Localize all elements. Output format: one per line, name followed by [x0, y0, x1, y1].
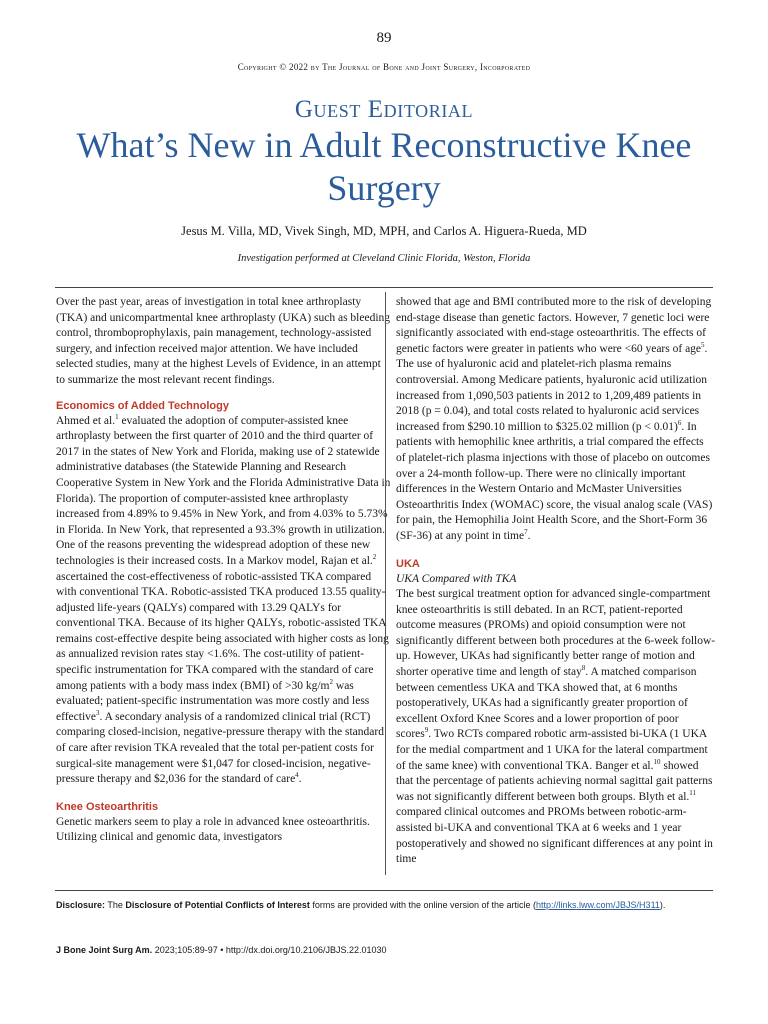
- disclosure-label: Disclosure:: [56, 900, 106, 910]
- uka-paragraph: The best surgical treatment option for advanced single-compartment knee osteoarthritis is still debated. In an RCT, patient-reported outcome measures (PROMs) and opioid consumption were not significantly different between both procedures at the 6-week follow-up. However, UKAs had significantly better range of motion and shorter operative time and length of stay$^8$. A matched comparison between cementless UKA and TKA showed that, at 6 months postoperatively, UKAs had a significantly greater proportion of excellent Oxford Knee Scores and a lower proportion of poor scores$^9$. Two RCTs compared robotic arm-assisted bi-UKA (1 UKA for the medial compartment and 1 UKA for the lateral compartment of the same knee) with conventional TKA. Banger et al.$^{10}$ showed that the percentage of patients achieving normal sagittal gait patterns was not significantly different between both groups. Blyth et al.$^{11}$ compared clinical outcomes and PROMs between robotic-arm-assisted bi-UKA and conventional TKA at 6 weeks and 1 year postoperatively and showed no significant differences at any point in time: [396, 588, 716, 866]
- reference-10[interactable]: 10: [653, 757, 661, 766]
- economics-paragraph: Ahmed et al.$^1$ evaluated the adoption of computer-assisted knee arthroplasty between the first quarter of 2010 and the third quarter of 2017 in the states of New York and Florida, making use of 2 statewide administrative databases (the Statewide Planning and Research Cooperative System in New York and the Florida Administrative Data in Florida). The proportion of computer-assisted knee arthroplasty increased from 4.89% to 9.45% in New York, and from 4.03% to 5.73% in Florida. In New York, that represented a 93.3% growth in utilization. One of the reasons preventing the widespread adoption of these new technologies is their increased costs. In a Markov model, Rajan et al.$^2$ ascertained the cost-effectiveness of robotic-assisted TKA compared with conventional TKA. Robotic-assisted TKA produced 13.55 quality-adjusted life-years (QALYs) compared with 13.29 QALYs for conventional TKA. Because of its higher QALYs, robotic-assisted TKA remains cost-effective despite being associated with higher costs as long as annualized revision rates stay <1.6%. The cost-utility of patient-specific instrumentation for TKA compared with the standard of care among patients with a body mass index (BMI) of >30 $kg/m^2$ was evaluated; patient-specific instrumentation was more costly and less effective$^3$. A secondary analysis of a randomized clinical trial (RCT) comparing closed-incision, negative-pressure therapy with the standard of care after revision TKA revealed that the total per-patient costs for surgical-site management were $1,047 for closed-incision, negative-pressure therapy and $2,036 for the standard of care$^4$.: [56, 412, 391, 786]
- reference-8[interactable]: 8: [581, 664, 586, 673]
- reference-9[interactable]: 9: [424, 726, 429, 735]
- author-list: Jesus M. Villa, MD, Vivek Singh, MD, MPH, and Carlos A. Higuera-Rueda, MD: [181, 224, 587, 238]
- heading-knee-osteoarthritis: Knee Osteoarthritis: [56, 800, 159, 813]
- reference-4[interactable]: 4: [295, 771, 299, 780]
- osteoarthritis-paragraph: Genetic markers seem to play a role in advanced knee osteoarthritis. Utilizing clinical and genomic data, investigators: [56, 815, 370, 844]
- osteoarthritis-continued-paragraph: showed that age and BMI contributed more to the risk of developing end-stage disease than genetic factors. However, 7 genetic loci were significantly associated with end-stage osteoarthritis. The effects of genetic factors were greater in patients who were <60 years of age$^5$. The use of hyaluronic acid and platelet-rich plasma remains controversial. Among Medicare patients, hyaluronic acid utilization increased from 1,090,503 patients in 2012 to 1,209,489 patients in 2018 (p = 0.04), and total costs related to hyaluronic acid services increased from $290.10 million to $325.02 million (p < 0.01)$^6$. In patients with hemophilic knee arthritis, a trial compared the effects of platelet-rich plasma injections with those of placebo on outcomes over a 24-month follow-up. There were no clinically important differences in the Western Ontario and McMaster Universities Osteoarthritis Index (WOMAC) score, the visual analog scale (VAS) for pain, the Hemophilia Joint Health Score, and the Short-Form 36 (SF-36) at any point in time$^7$.: [396, 296, 713, 542]
- citation-footer: [56, 945, 716, 955]
- disclosure-url-link[interactable]: http://links.lww.com/JBJS/H311: [536, 900, 660, 910]
- reference-6[interactable]: 6: [677, 418, 682, 427]
- journal-abbrev: J Bone Joint Surg Am.: [56, 945, 153, 955]
- left-column: [56, 295, 392, 846]
- intro-paragraph: Over the past year, areas of investigation in total knee arthroplasty (TKA) and unicompartmental knee arthroplasty (UKA) such as bleeding control, thromboprophylaxis, pain management, technology-assisted surgery, and infection received major attention. We have included selected studies, many at the highest Levels of Evidence, in an attempt to summarize the most relevant recent findings.: [56, 296, 391, 386]
- heading-economics: Economics of Added Technology: [56, 399, 229, 412]
- page-number: 89: [376, 30, 392, 46]
- subheading-uka-vs-tka: UKA Compared with TKA: [396, 572, 517, 585]
- disclosure-note: Disclosure: The Disclosure of Potential Conflicts of Interest forms are provided with the online version of the article (http://links.lww.com/JBJS/H311).: [56, 900, 666, 910]
- reference-2[interactable]: 2: [372, 553, 377, 562]
- footer-rule: [55, 890, 713, 891]
- reference-3[interactable]: 3: [96, 709, 100, 718]
- doi-citation[interactable]: 2023;105:89-97 • http://dx.doi.org/10.2106/JBJS.22.01030: [152, 945, 387, 955]
- column-divider: [385, 292, 386, 875]
- reference-1[interactable]: 1: [115, 412, 119, 421]
- right-column: [396, 295, 716, 868]
- heading-uka: UKA: [396, 557, 420, 570]
- reference-5[interactable]: 5: [701, 340, 705, 349]
- copyright-line: Copyright © 2022 by The Journal of Bone and Joint Surgery, Incorporated: [237, 62, 531, 72]
- header-rule: [55, 287, 713, 288]
- article-title: What’s New in Adult Reconstructive Knee Surgery: [76, 125, 692, 208]
- section-label: Guest Editorial: [294, 96, 474, 123]
- reference-11[interactable]: 11: [689, 788, 697, 797]
- superscript-squared: 2: [329, 677, 334, 686]
- affiliation-line: Investigation performed at Cleveland Clinic Florida, Weston, Florida: [237, 253, 531, 264]
- reference-7[interactable]: 7: [524, 528, 528, 537]
- disclosure-forms-link[interactable]: Disclosure of Potential Conflicts of Interest: [125, 900, 310, 910]
